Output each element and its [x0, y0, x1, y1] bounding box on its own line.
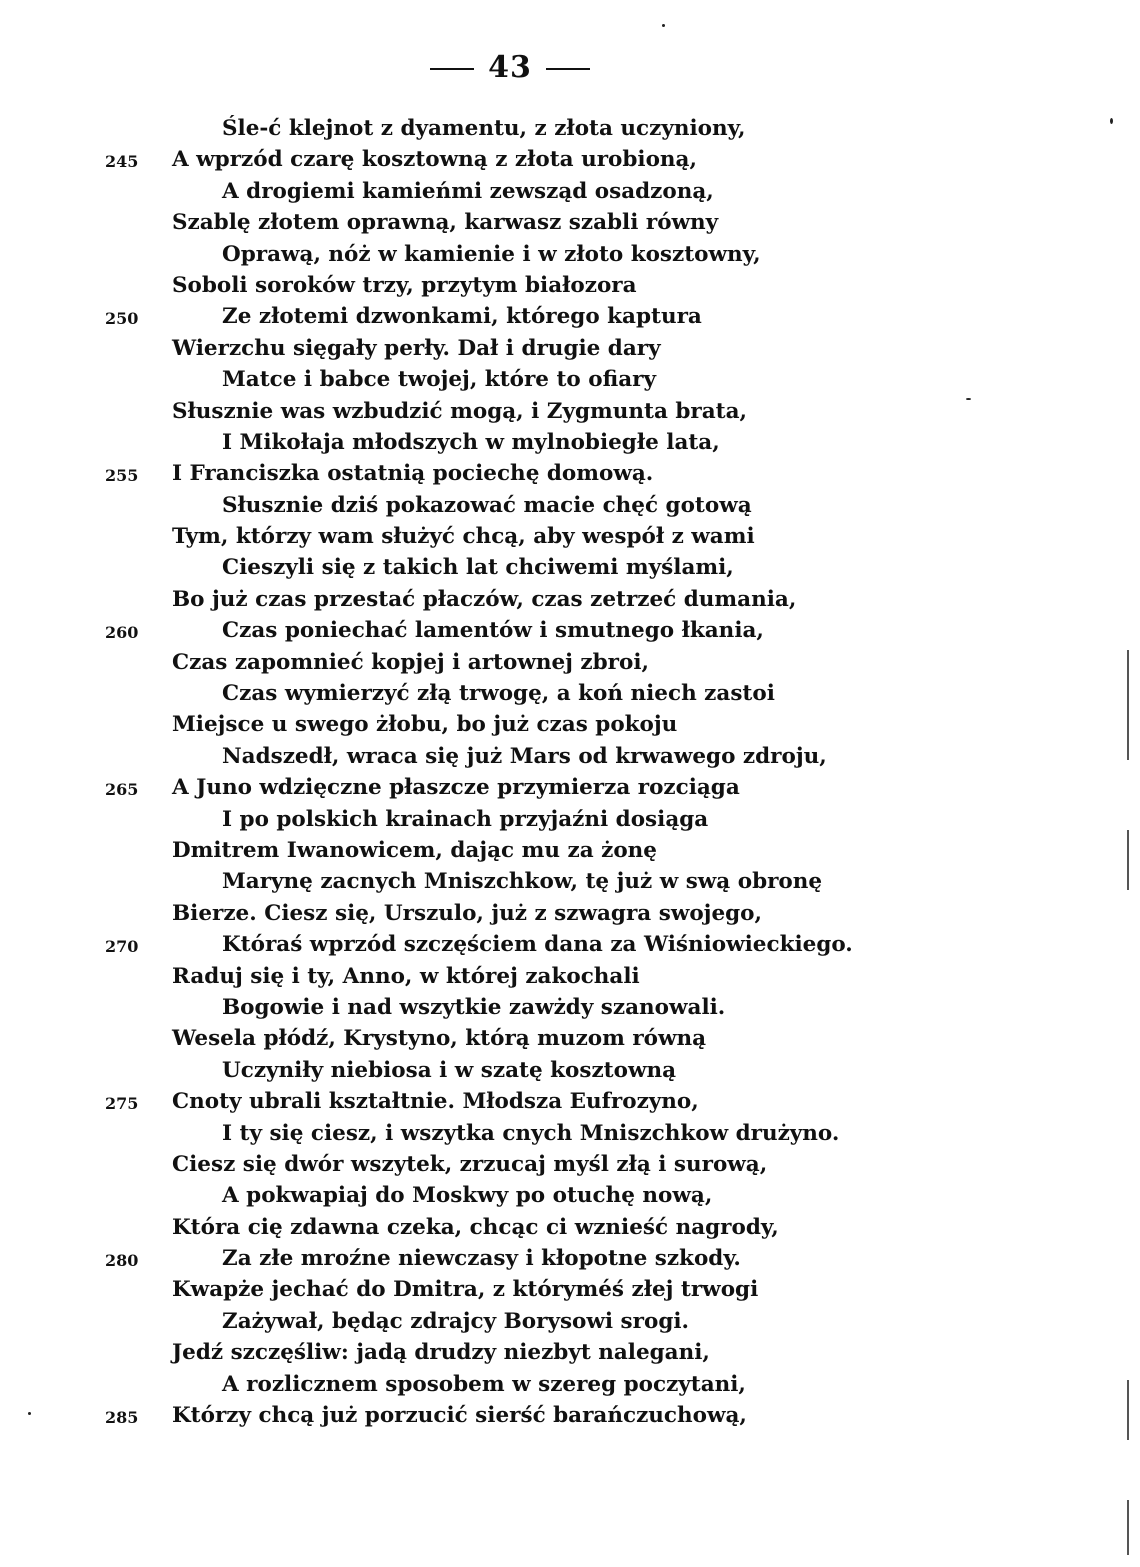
line-number: 260 — [105, 623, 139, 643]
poem-line-text: Tym, którzy wam służyć chcą, aby wespół z wami — [172, 524, 755, 550]
scan-speck — [28, 1412, 31, 1415]
poem-line — [0, 1212, 1140, 1243]
poem-line-text: Która cię zdawna czeka, chcąc ci wznieść nagrody, — [172, 1214, 779, 1240]
scan-speck — [966, 398, 971, 400]
line-number: 265 — [105, 780, 139, 800]
poem-line — [0, 270, 1140, 301]
poem-line-text: Słusznie was wzbudzić mogą, i Zygmunta brata, — [172, 398, 747, 424]
poem-line — [0, 396, 1140, 427]
poem-line-text: Czas zapomnieć kopjej i artownej zbroi, — [172, 649, 649, 675]
poem-line-text: Słusznie dziś pokazować macie chęć gotową — [222, 492, 752, 518]
poem-line — [0, 301, 1140, 332]
poem-line — [0, 647, 1140, 678]
poem-line — [0, 427, 1140, 458]
poem-line — [0, 741, 1140, 772]
poem-line-text: Którzy chcą już porzucić sierść barańczuchową, — [172, 1403, 747, 1429]
poem-line — [0, 239, 1140, 270]
poem-line — [0, 176, 1140, 207]
poem-line — [0, 458, 1140, 489]
poem-line — [0, 961, 1140, 992]
poem-line-text: Marynę zacnych Mniszchkow, tę już w swą obronę — [222, 869, 823, 895]
poem-line-text: Śle-ć klejnot z dyamentu, z złota uczyniony, — [222, 116, 746, 141]
poem-line — [0, 1243, 1140, 1274]
poem-line-text: I Mikołaja młodszych w mylnobiegłe lata, — [222, 429, 720, 455]
poem-line — [0, 113, 1140, 144]
poem-line-text: Ciesz się dwór wszytek, zrzucaj myśl złą i surową, — [172, 1151, 768, 1177]
poem-line-text: Soboli soroków trzy, przytym białozora — [172, 272, 637, 298]
line-number: 250 — [105, 309, 139, 329]
poem-line — [0, 835, 1140, 866]
poem-line — [0, 1086, 1140, 1117]
page-number-right-dash — [546, 68, 590, 70]
scan-speck — [1110, 118, 1113, 124]
poem-line-text: Bo już czas przestać płaczów, czas zetrzeć dumania, — [172, 586, 797, 612]
poem-line — [0, 364, 1140, 395]
poem-line — [0, 866, 1140, 897]
poem-line — [0, 1180, 1140, 1211]
poem-line-text: A rozlicznem sposobem w szereg poczytani, — [222, 1371, 746, 1397]
poem-line — [0, 804, 1140, 835]
line-number: 255 — [105, 466, 139, 486]
poem-line-text: Szablę złotem oprawną, karwasz szabli równy — [172, 210, 719, 236]
poem-line-text: I Franciszka ostatnią pociechę domową. — [172, 461, 654, 487]
poem-line-text: I po polskich krainach przyjaźni dosiąga — [222, 806, 709, 832]
poem-line-text: Oprawą, nóż w kamienie i w złoto kosztowny, — [222, 241, 761, 267]
line-number: 280 — [105, 1251, 139, 1271]
poem-line-text: Zażywał, będąc zdrajcy Borysowi srogi. — [222, 1308, 690, 1334]
poem-line — [0, 144, 1140, 175]
poem-line — [0, 1369, 1140, 1400]
poem-line — [0, 207, 1140, 238]
poem-line-text: Wesela płódź, Krystyno, którą muzom równą — [172, 1026, 707, 1052]
poem-line-text: Miejsce u swego żłobu, bo już czas pokoju — [172, 712, 678, 738]
page-number — [0, 50, 1020, 85]
poem-line-text: Jedź szczęśliw: jadą drudzy niezbyt nalegani, — [172, 1340, 710, 1366]
page-edge-line — [1127, 650, 1129, 760]
poem-line — [0, 1149, 1140, 1180]
line-number: 285 — [105, 1408, 139, 1428]
poem-line — [0, 552, 1140, 583]
poem-line — [0, 898, 1140, 929]
poem-line — [0, 1023, 1140, 1054]
poem-line-text: Uczyniły niebiosa i w szatę kosztowną — [222, 1057, 677, 1083]
poem-line-text: Raduj się i ty, Anno, w której zakochali — [172, 963, 640, 989]
poem-line-text: Wierzchu sięgały perły. Dał i drugie dary — [172, 335, 661, 361]
page-edge-line — [1127, 830, 1129, 890]
poem-line-text: I ty się ciesz, i wszytka cnych Mniszchkow drużyno. — [222, 1120, 840, 1146]
poem-line-text: Matce i babce twojej, które to ofiary — [222, 367, 656, 393]
page-number-left-dash — [430, 68, 474, 70]
poem-line — [0, 1118, 1140, 1149]
poem-line-text: Cnoty ubrali kształtnie. Młodsza Eufrozyno, — [172, 1089, 699, 1115]
poem-line-text: Ze złotemi dzwonkami, którego kaptura — [222, 304, 702, 330]
poem-line-text: Czas poniechać lamentów i smutnego łkania, — [222, 618, 764, 644]
poem-line — [0, 678, 1140, 709]
poem-line-text: Czas wymierzyć złą trwogę, a koń niech zastoi — [222, 681, 775, 707]
page-edge-line — [1127, 1380, 1129, 1440]
scan-speck — [662, 24, 665, 27]
poem-line-text: Cieszyli się z takich lat chciwemi myślami, — [222, 555, 734, 581]
poem-line-text: A Juno wdzięczne płaszcze przymierza rozciąga — [172, 775, 740, 801]
poem-line — [0, 1274, 1140, 1305]
poem-line — [0, 1055, 1140, 1086]
page-edge-line — [1127, 1500, 1129, 1555]
poem-line-text: Bogowie i nad wszytkie zawżdy szanowali. — [222, 994, 726, 1020]
poem-line — [0, 521, 1140, 552]
poem-line — [0, 1337, 1140, 1368]
poem-line-text: A wprzód czarę kosztowną z złota urobioną, — [172, 147, 697, 173]
poem-line-text: Dmitrem Iwanowicem, dając mu za żonę — [172, 837, 657, 863]
poem-line — [0, 992, 1140, 1023]
poem-line-text: Kwapże jechać do Dmitra, z któryméś złej trwogi — [172, 1277, 759, 1303]
poem-line — [0, 772, 1140, 803]
poem-line-text: A drogiemi kamieńmi zewsząd osadzoną, — [222, 178, 714, 204]
poem-line-text: Za złe mroźne niewczasy i kłopotne szkody. — [222, 1246, 741, 1272]
poem-line-text: Bierze. Ciesz się, Urszulo, już z szwagra swojego, — [172, 900, 762, 926]
poem-line-text: Któraś wprzód szczęściem dana za Wiśniowieckiego. — [222, 932, 853, 958]
poem-line-text: A pokwapiaj do Moskwy po otuchę nową, — [222, 1183, 713, 1209]
poem-line — [0, 709, 1140, 740]
poem-line — [0, 615, 1140, 646]
poem-line — [0, 1306, 1140, 1337]
poem-line — [0, 929, 1140, 960]
poem-body — [0, 113, 1140, 1431]
line-number: 270 — [105, 937, 139, 957]
page-number-value: 43 — [488, 50, 532, 85]
poem-line — [0, 1400, 1140, 1431]
poem-line — [0, 584, 1140, 615]
poem-line-text: Nadszedł, wraca się już Mars od krwawego zdroju, — [222, 743, 827, 769]
line-number: 245 — [105, 152, 139, 172]
line-number: 275 — [105, 1094, 139, 1114]
poem-line — [0, 490, 1140, 521]
poem-line — [0, 333, 1140, 364]
